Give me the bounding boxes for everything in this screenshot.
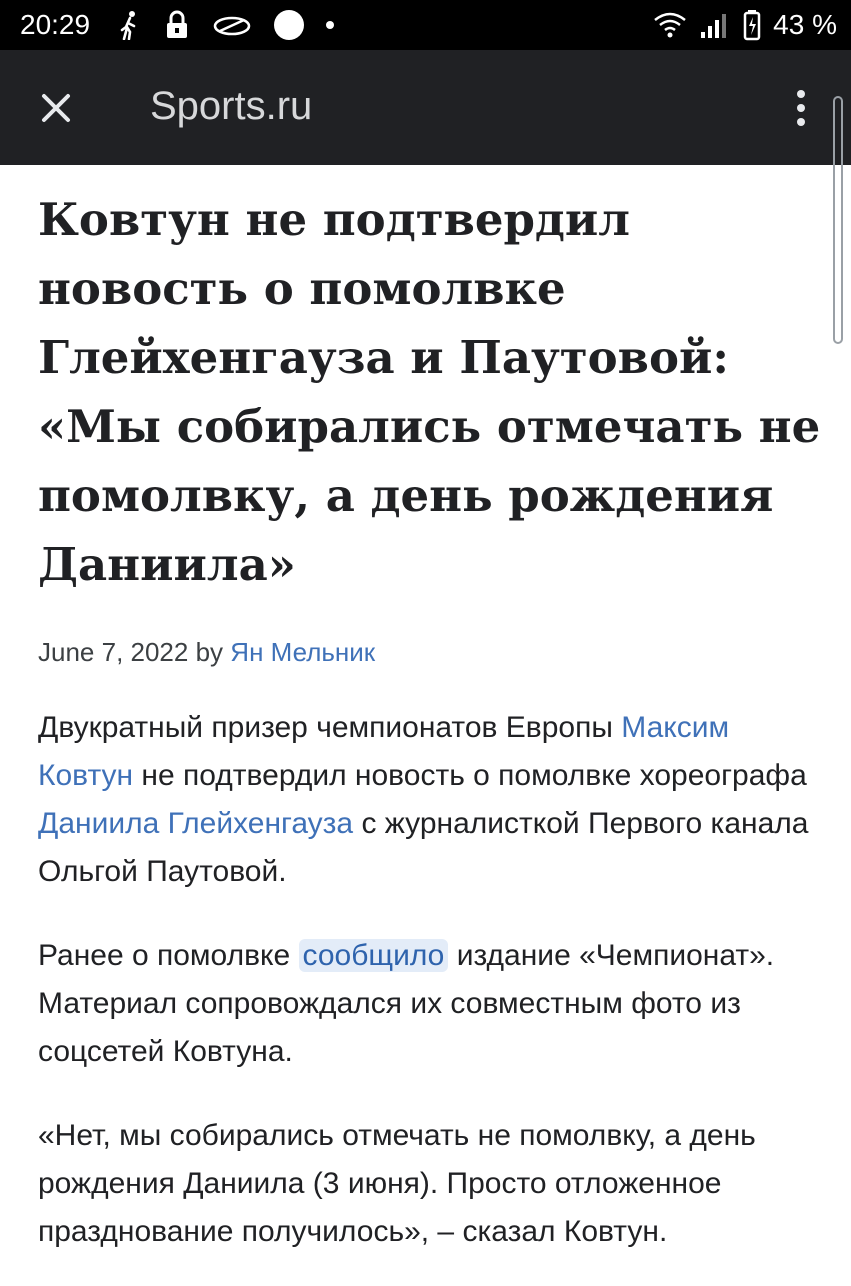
p1-text-3: с журналисткой Первого канала Ольгой Паутовой. — [38, 807, 809, 888]
link-soobshchilo[interactable]: сообщило — [299, 939, 449, 972]
dot-icon — [326, 21, 334, 29]
author-link[interactable]: Ян Мельник — [230, 637, 376, 667]
status-time: 20:29 — [20, 9, 91, 40]
by-label: by — [195, 637, 224, 667]
signal-icon — [699, 10, 731, 40]
scrollbar[interactable] — [833, 96, 843, 344]
status-icons-left — [118, 6, 334, 44]
paragraph-3: «Нет, мы собирались отмечать не помолвку, а день рождения Даниила (3 июня). Просто отложенное празднование получилось», – сказал Ковтун. — [38, 1119, 756, 1248]
toolbar-title: Sports.ru — [150, 84, 313, 128]
battery-percent: 43 % — [773, 9, 837, 40]
status-icons-right — [653, 6, 837, 44]
browser-toolbar — [0, 50, 851, 165]
p2-text-1: Ранее о помолвке — [38, 939, 299, 972]
more-vert-icon[interactable] — [786, 88, 816, 128]
article-headline: Ковтун не подтвердил новость о помолвке Глейхенгауза и Паутовой: «Мы собирались отмечать не помолвку, а день рождения Даниила» — [38, 193, 821, 591]
article-date: June 7, 2022 — [38, 637, 189, 667]
p2-text-2: издание «Чемпионат». Материал сопровождался их совместным фото из соцсетей Ковтуна. — [38, 939, 775, 1068]
battery-icon — [743, 9, 761, 41]
close-icon[interactable] — [36, 88, 76, 128]
paragraph-2 — [38, 932, 828, 1076]
p1-text-1: Двукратный призер чемпионатов Европы — [38, 711, 622, 744]
p1-text-2: не подтвердил новость о помолвке хореографа — [133, 759, 807, 792]
paragraph-1 — [38, 704, 828, 896]
walking-icon — [118, 10, 142, 40]
link-maxim-kovtun[interactable]: Максим Ковтун — [38, 711, 730, 792]
article — [38, 185, 828, 1286]
article-meta — [38, 637, 828, 668]
cloud-icon — [212, 13, 252, 37]
wifi-icon — [653, 10, 687, 40]
circle-icon — [274, 10, 304, 40]
link-daniil-gleikhengauz[interactable]: Даниила Глейхенгауза — [38, 807, 354, 840]
status-bar — [0, 0, 851, 50]
lock-icon — [164, 10, 190, 40]
